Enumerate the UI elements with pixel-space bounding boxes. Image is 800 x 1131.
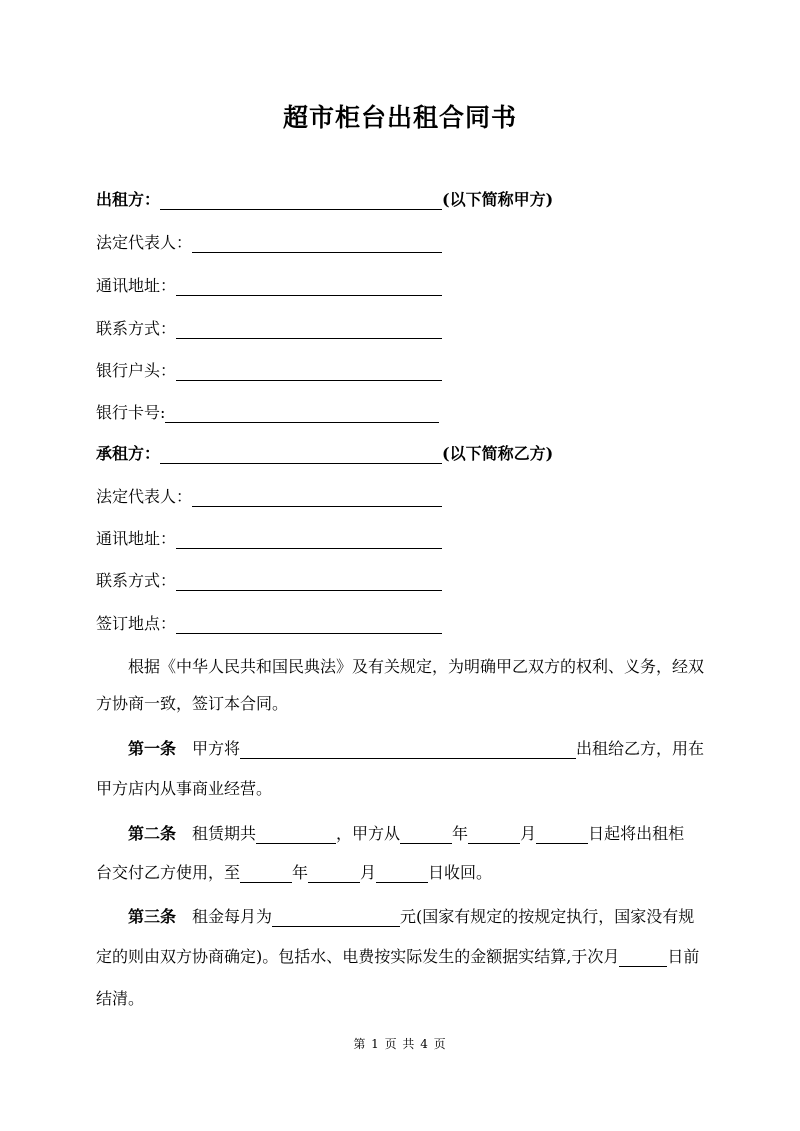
lessor-label: 出租方： (96, 190, 161, 209)
article-3-line-1 (128, 903, 694, 927)
article-2-text: 日起将出租柜 (588, 824, 685, 843)
article-1-heading: 第一条 (128, 739, 177, 758)
article-3-heading: 第三条 (128, 907, 177, 926)
field-label: 签订地点： (96, 614, 177, 633)
lessee-address-row (96, 525, 442, 549)
field-label: 银行卡号: (96, 403, 166, 422)
lessor-bank-account-row (96, 357, 442, 381)
end-year-blank[interactable] (240, 864, 292, 883)
year-label: 年 (292, 863, 309, 882)
intro-line-1: 根据《中华人民共和国民典法》及有关规定，为明确甲乙双方的权利、义务，经双 (128, 657, 705, 676)
lessor-address-row (96, 272, 442, 296)
lessee-blank[interactable] (160, 445, 442, 464)
field-blank[interactable] (176, 320, 442, 339)
field-blank[interactable] (192, 234, 442, 253)
lessor-contact-row (96, 315, 442, 339)
lessor-blank[interactable] (160, 191, 442, 210)
field-blank[interactable] (176, 277, 442, 296)
signing-place-row (96, 610, 442, 634)
article-3-text: 定的则由双方协商确定)。包括水、电费按实际发生的金额据实结算,于次月 (96, 947, 620, 966)
intro-line-2: 方协商一致，签订本合同。 (96, 694, 289, 713)
month-label: 月 (520, 824, 537, 843)
article-3-text: 日前 (667, 947, 700, 966)
lessor-suffix: (以下简称甲方) (442, 190, 554, 209)
article-2-line-1 (128, 820, 684, 844)
field-label: 银行户头： (96, 361, 177, 380)
month-label: 月 (360, 863, 377, 882)
start-month-blank[interactable] (468, 825, 520, 844)
article-2-line-2 (96, 859, 492, 883)
article-1-blank[interactable] (240, 740, 576, 759)
end-month-blank[interactable] (308, 864, 360, 883)
field-label: 通讯地址： (96, 529, 177, 548)
lessee-label: 承租方： (96, 444, 161, 463)
document-title: 超市柜台出租合同书 (282, 103, 517, 132)
lessor-row (96, 186, 553, 210)
end-day-blank[interactable] (376, 864, 428, 883)
article-1-line-2: 甲方店内从事商业经营。 (96, 779, 273, 798)
field-label: 联系方式： (96, 571, 177, 590)
lessor-card-row (96, 399, 439, 423)
article-3-line-3: 结清。 (96, 989, 145, 1008)
start-year-blank[interactable] (400, 825, 452, 844)
field-label: 联系方式： (96, 319, 177, 338)
field-label: 法定代表人： (96, 487, 193, 506)
article-2-text: 租赁期共 (192, 824, 257, 843)
article-1-line-1 (128, 735, 704, 759)
page-footer: 第 1 页 共 4 页 (353, 1037, 447, 1051)
field-blank[interactable] (176, 615, 442, 634)
article-1-text: 出租给乙方，用在 (576, 739, 705, 758)
article-2-text: 台交付乙方使用，至 (96, 863, 241, 882)
settlement-day-blank[interactable] (619, 948, 667, 967)
field-blank[interactable] (165, 404, 439, 423)
article-2-text: ，甲方从 (336, 824, 401, 843)
lease-period-blank[interactable] (256, 825, 336, 844)
field-blank[interactable] (176, 530, 442, 549)
article-3-line-2 (96, 943, 699, 967)
lessee-contact-row (96, 567, 442, 591)
lessee-row (96, 440, 553, 464)
field-blank[interactable] (176, 572, 442, 591)
article-2-heading: 第二条 (128, 824, 177, 843)
lessor-rep-row (96, 229, 442, 253)
field-blank[interactable] (192, 488, 442, 507)
lessee-suffix: (以下简称乙方) (442, 444, 554, 463)
field-label: 通讯地址： (96, 276, 177, 295)
start-day-blank[interactable] (536, 825, 588, 844)
article-1-text: 甲方将 (192, 739, 241, 758)
year-label: 年 (452, 824, 469, 843)
field-label: 法定代表人： (96, 233, 193, 252)
article-2-text: 日收回。 (428, 863, 493, 882)
article-3-text: 元(国家有规定的按规定执行，国家没有规 (400, 907, 695, 926)
monthly-rent-blank[interactable] (272, 908, 400, 927)
lessee-rep-row (96, 483, 442, 507)
field-blank[interactable] (176, 362, 442, 381)
article-3-text: 租金每月为 (192, 907, 273, 926)
